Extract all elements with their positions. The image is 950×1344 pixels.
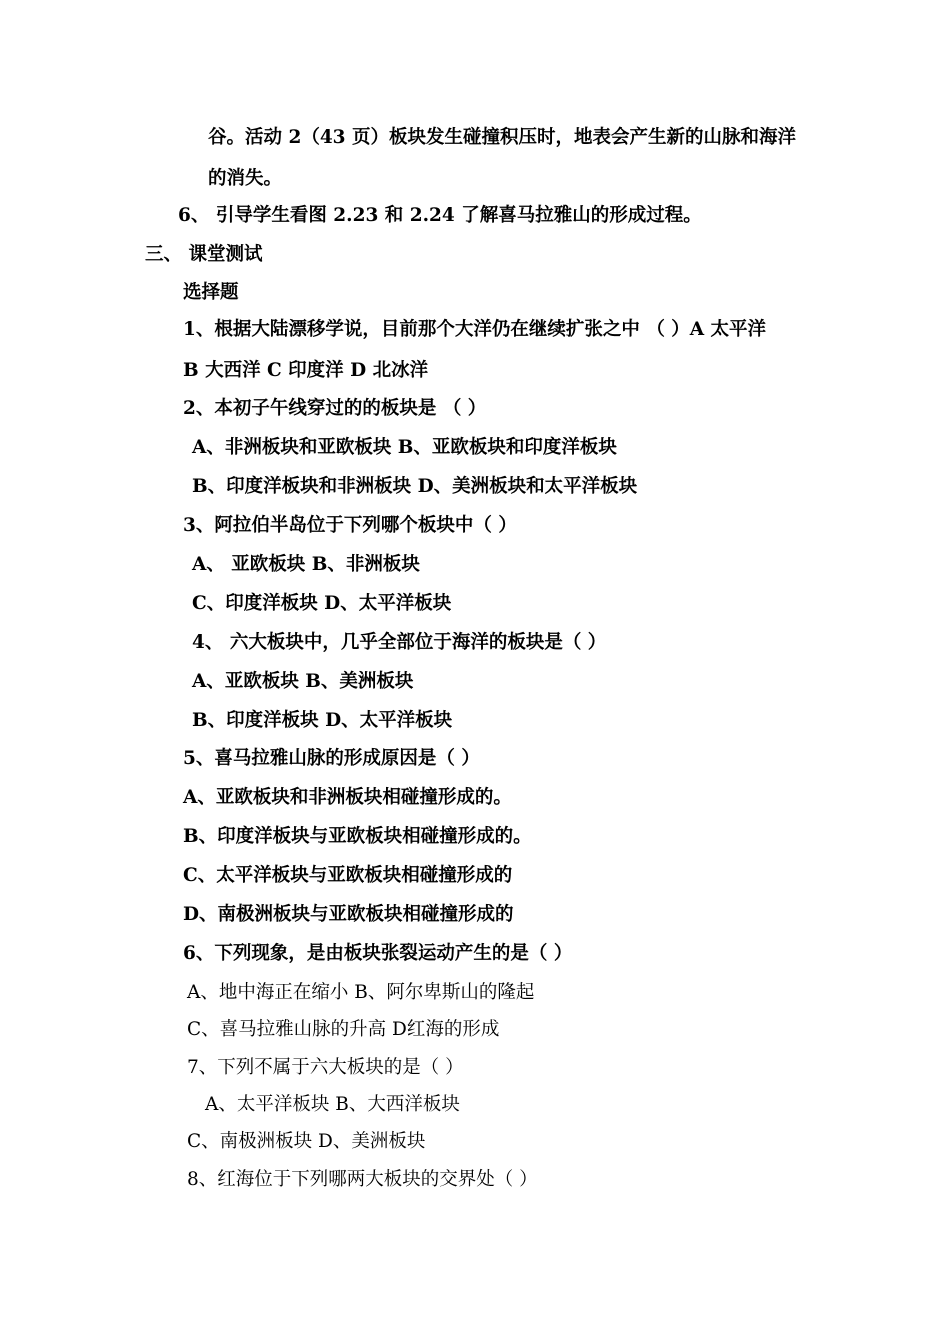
- text-line: A、亚欧板块和非洲板块相碰撞形成的。: [183, 787, 512, 808]
- text-line: C、南极洲板块 D、美洲板块: [187, 1131, 426, 1152]
- text-line: B、印度洋板块和非洲板块 D、美洲板块和太平洋板块: [192, 476, 638, 497]
- text-line: B、印度洋板块 D、太平洋板块: [192, 710, 453, 731]
- text-line: 1、根据大陆漂移学说，目前那个大洋仍在继续扩张之中 （ ）A 太平洋: [183, 319, 767, 340]
- text-line: 6、下列现象，是由板块张裂运动产生的是（ ）: [183, 943, 573, 964]
- text-line: 5、喜马拉雅山脉的形成原因是（ ）: [183, 748, 480, 769]
- text-line: 6、 引导学生看图 2.23 和 2.24 了解喜马拉雅山的形成过程。: [178, 205, 702, 226]
- text-line: B 大西洋 C 印度洋 D 北冰洋: [183, 360, 429, 381]
- text-line: A、地中海正在缩小 B、阿尔卑斯山的隆起: [187, 982, 535, 1003]
- text-line: 的消失。: [208, 168, 283, 189]
- text-line: 4、 六大板块中，几乎全部位于海洋的板块是（ ）: [192, 632, 607, 653]
- text-line: C、印度洋板块 D、太平洋板块: [192, 593, 452, 614]
- text-line: 谷。活动 2（43 页）板块发生碰撞积压时，地表会产生新的山脉和海洋: [208, 127, 797, 148]
- text-line: 选择题: [183, 282, 239, 303]
- text-line: 2、本初子午线穿过的的板块是 （ ）: [183, 398, 487, 419]
- text-line: 7、下列不属于六大板块的是（ ）: [187, 1057, 464, 1078]
- text-line: A、 亚欧板块 B、非洲板块: [192, 554, 420, 575]
- text-line: C、喜马拉雅山脉的升高 D红海的形成: [187, 1019, 500, 1040]
- text-line: 三、 课堂测试: [145, 244, 263, 265]
- text-line: B、印度洋板块与亚欧板块相碰撞形成的。: [183, 826, 532, 847]
- text-line: A、亚欧板块 B、美洲板块: [192, 671, 414, 692]
- text-line: 3、阿拉伯半岛位于下列哪个板块中（ ）: [183, 515, 517, 536]
- text-line: C、太平洋板块与亚欧板块相碰撞形成的: [183, 865, 513, 886]
- text-line: 8、红海位于下列哪两大板块的交界处（ ）: [187, 1169, 538, 1190]
- text-line: D、南极洲板块与亚欧板块相碰撞形成的: [183, 904, 514, 925]
- text-line: A、非洲板块和亚欧板块 B、亚欧板块和印度洋板块: [192, 437, 617, 458]
- text-line: A、太平洋板块 B、大西洋板块: [205, 1094, 460, 1115]
